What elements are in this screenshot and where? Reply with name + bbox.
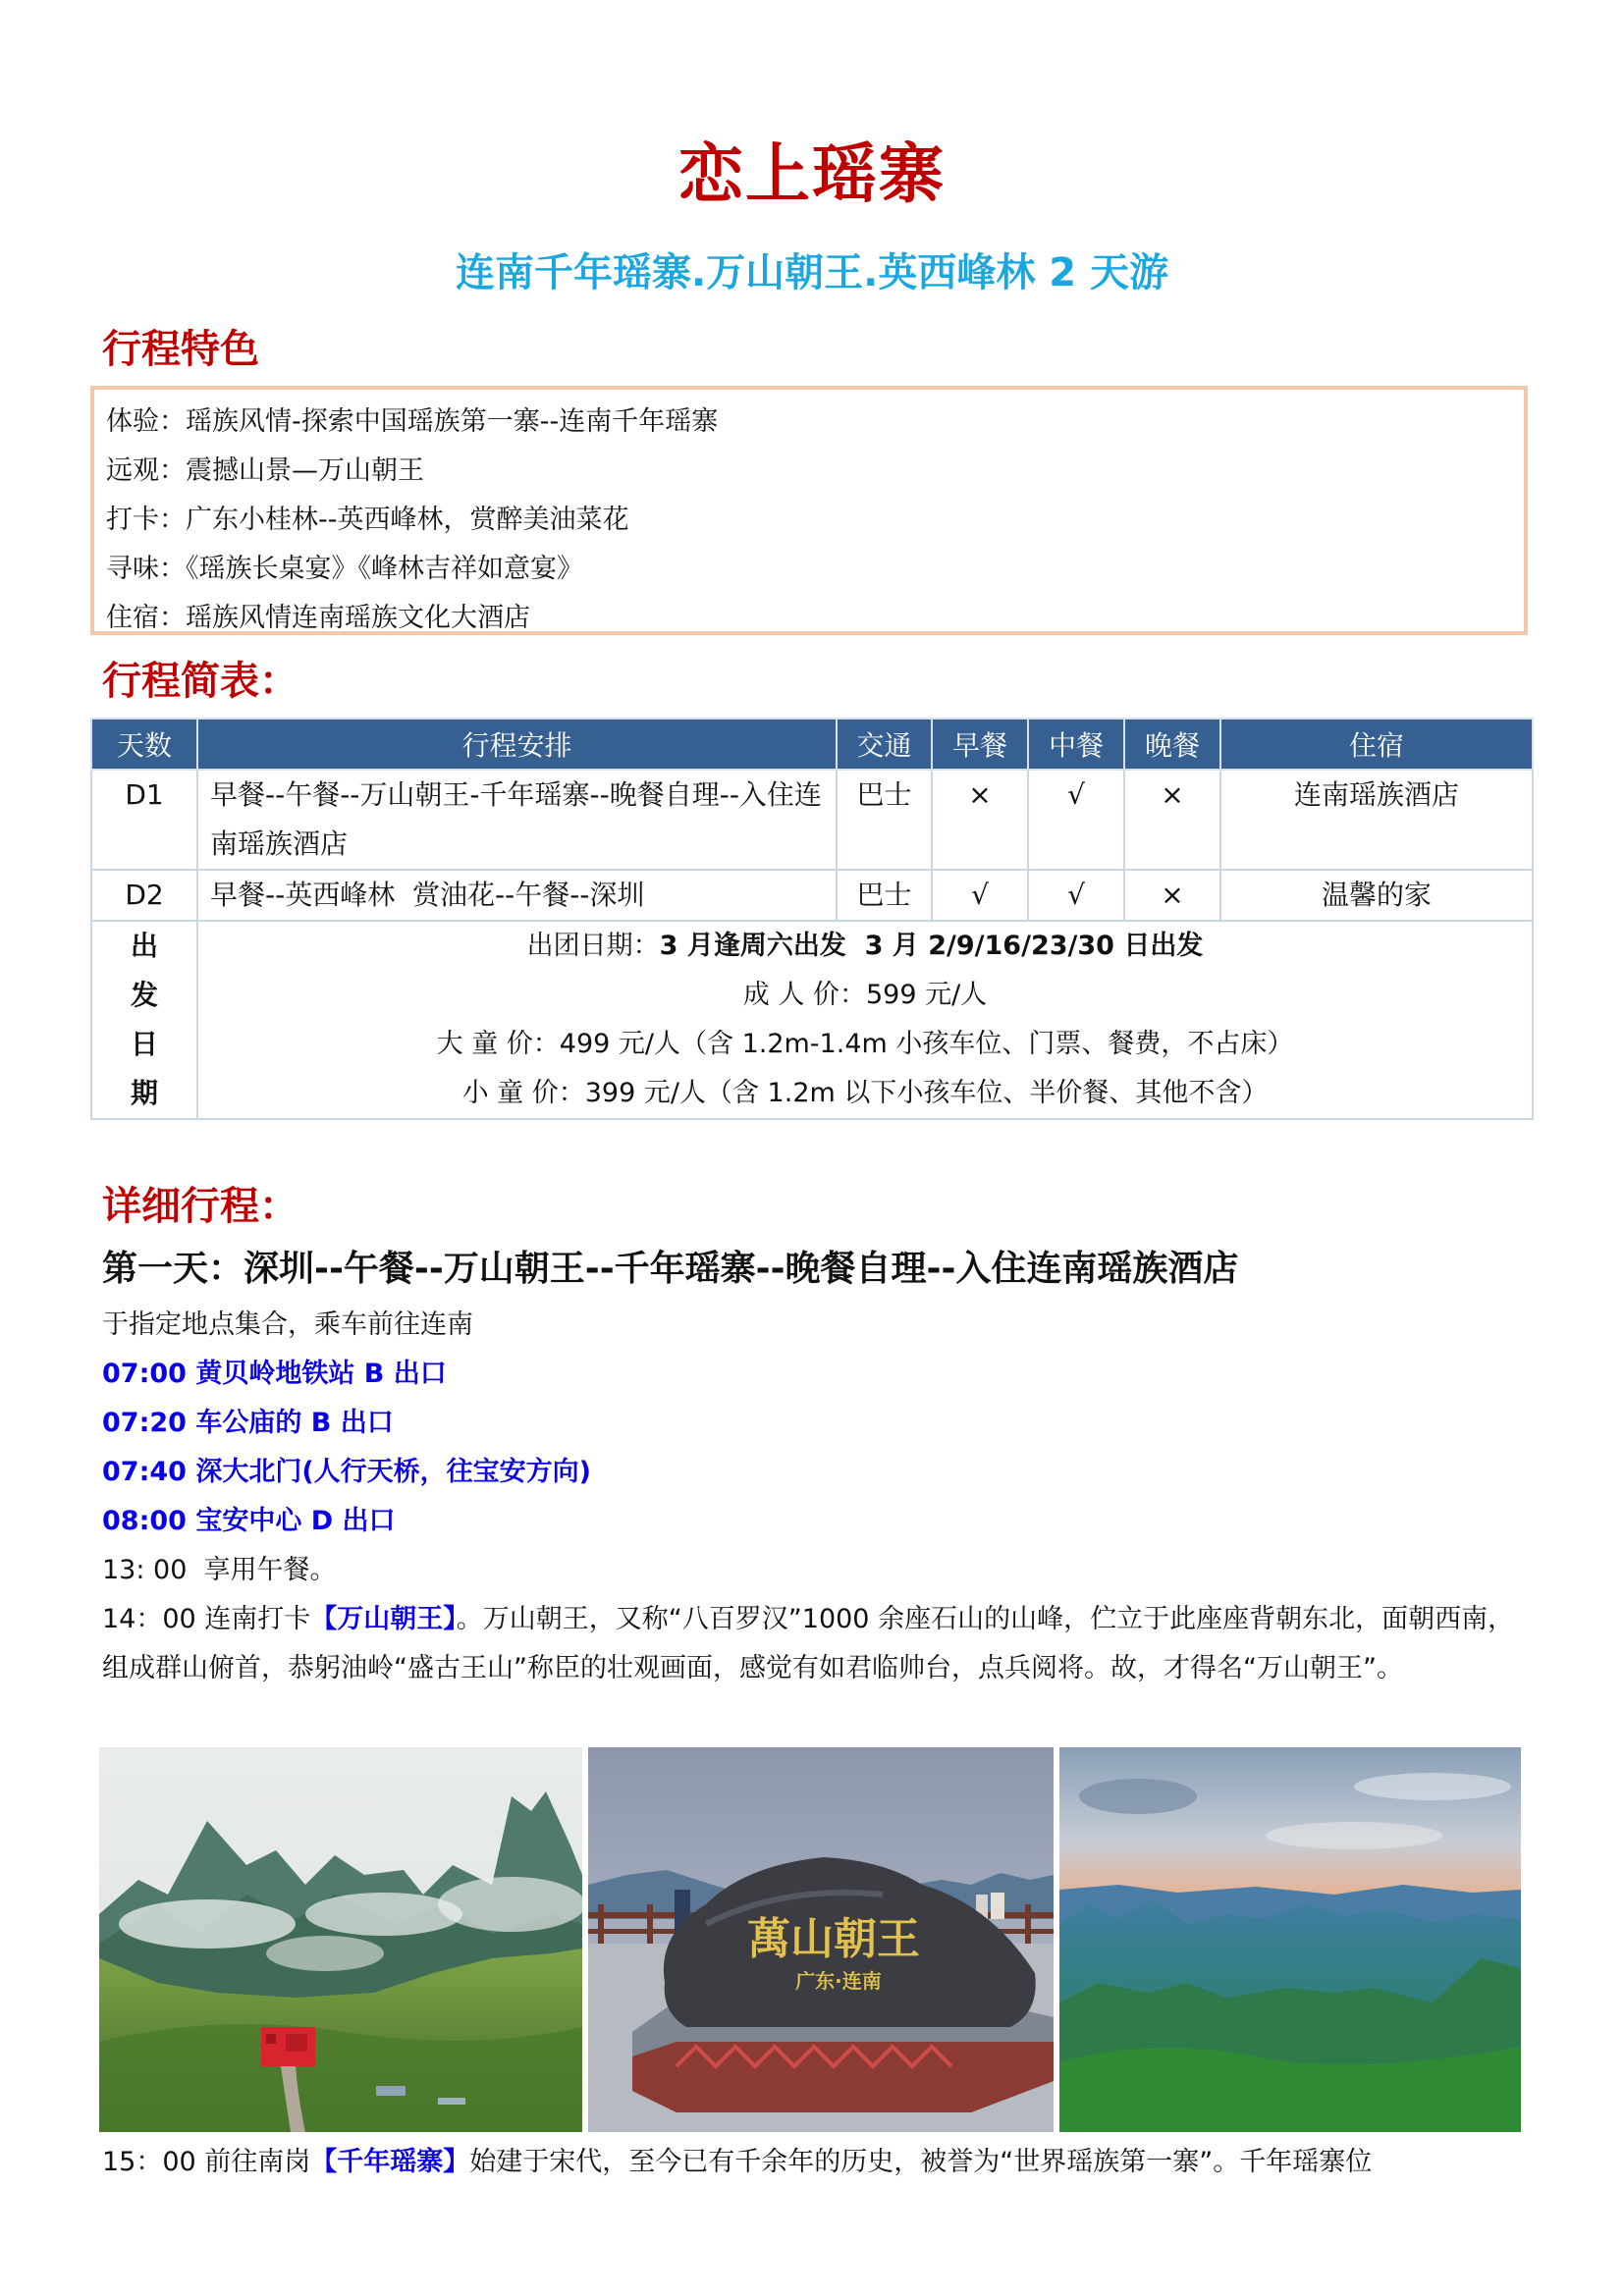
- day1-body: [102, 1301, 1526, 1693]
- cell-transport: 巴士: [837, 770, 932, 870]
- big-child-price: 大 童 价：499 元/人（含 1.2m-1.4m 小孩车位、门票、餐费，不占床）: [436, 1029, 1294, 1059]
- wanshan-text: 。万山朝王，又称“八百罗汉”1000 余座石山的山峰，伫立于此座座背朝东北，面朝西南，组成群山俯首，恭躬油岭“盛古王山”称臣的壮观画面，感觉有如君临帅台，点兵阅将。故，才得名“万山朝王”。: [102, 1604, 1515, 1683]
- day1-intro: 于指定地点集合，乘车前往连南: [102, 1309, 473, 1340]
- yaozhai-prefix: 15：00 前往南岗: [102, 2147, 311, 2177]
- details-heading: 详细行程：: [102, 1184, 298, 1229]
- wanshan-paragraph: [102, 1595, 1526, 1693]
- cell-breakfast: √: [932, 870, 1028, 921]
- departure-label: [91, 921, 197, 1119]
- adult-price: 成 人 价：599 元/人: [742, 980, 988, 1010]
- misty-karst-peaks-photo: [99, 1747, 582, 2132]
- pickup-point: 08:00 宝安中心 D 出口: [102, 1506, 396, 1536]
- lunch-line: 13: 00 享用午餐。: [102, 1555, 337, 1585]
- departure-row: [91, 921, 1533, 1119]
- column-header-lunch: 中餐: [1028, 719, 1124, 770]
- yaozhai-text: 始建于宋代，至今已有千余年的历史，被誉为“世界瑶族第一寨”。千年瑶寨位: [469, 2147, 1373, 2177]
- feature-item: 远观：震撼山景—万山朝王: [106, 455, 424, 486]
- page-subtitle: 连南千年瑶寨.万山朝王.英西峰林 2 天游: [455, 250, 1169, 295]
- cell-transport: 巴士: [837, 870, 932, 921]
- departure-label-char: 期: [130, 1077, 158, 1109]
- departure-label-char: 出: [130, 930, 158, 962]
- column-header-transport: 交通: [837, 719, 932, 770]
- features-box: [90, 386, 1528, 635]
- column-header-day: 天数: [91, 719, 197, 770]
- departure-label-char: 日: [130, 1028, 158, 1060]
- table-row: [91, 770, 1533, 870]
- pickup-point: 07:20 车公庙的 B 出口: [102, 1408, 394, 1438]
- stone-subtitle: 广东·连南: [795, 1969, 882, 1993]
- itinerary-table: [90, 718, 1534, 1120]
- wanshan-prefix: 14：00 连南打卡: [102, 1604, 311, 1634]
- page-title: 恋上瑶寨: [678, 136, 946, 212]
- cell-lunch: √: [1028, 870, 1124, 921]
- departure-date-label: 出团日期：: [526, 931, 660, 961]
- cell-dinner: ×: [1124, 770, 1220, 870]
- column-header-plan: 行程安排: [197, 719, 837, 770]
- table-header-row: [91, 719, 1533, 770]
- pickup-point: 07:00 黄贝岭地铁站 B 出口: [102, 1359, 447, 1389]
- column-header-hotel: 住宿: [1220, 719, 1533, 770]
- wanshan-highlight: 【万山朝王】: [310, 1604, 457, 1634]
- cell-plan: 早餐--英西峰林 赏油花--午餐--深圳: [197, 870, 837, 921]
- yaozhai-highlight: 【千年瑶寨】: [310, 2147, 470, 2177]
- cell-dinner: ×: [1124, 870, 1220, 921]
- cell-hotel: 连南瑶族酒店: [1220, 770, 1533, 870]
- yaozhai-paragraph: [102, 2138, 1526, 2187]
- cell-lunch: √: [1028, 770, 1124, 870]
- column-header-dinner: 晚餐: [1124, 719, 1220, 770]
- wanshan-chaowang-stone-photo: [588, 1747, 1054, 2132]
- cell-day: D2: [91, 870, 197, 921]
- day1-title: 第一天：深圳--午餐--万山朝王--千年瑶寨--晚餐自理--入住连南瑶族酒店: [102, 1249, 1239, 1289]
- column-header-breakfast: 早餐: [932, 719, 1028, 770]
- feature-item: 住宿：瑶族风情连南瑶族文化大酒店: [106, 603, 530, 633]
- features-heading: 行程特色: [102, 327, 259, 372]
- pickup-point: 07:40 深大北门(人行天桥，往宝安方向): [102, 1457, 592, 1487]
- departure-details: [197, 921, 1533, 1119]
- cell-plan: 早餐--午餐--万山朝王-千年瑶寨--晚餐自理--入住连南瑶族酒店: [197, 770, 837, 870]
- feature-item: 体验：瑶族风情-探索中国瑶族第一寨--连南千年瑶寨: [106, 406, 719, 437]
- stone-title: 萬山朝王: [747, 1914, 920, 1964]
- summary-heading: 行程简表：: [102, 659, 298, 704]
- departure-date-value: 3 月逢周六出发 3 月 2/9/16/23/30 日出发: [659, 931, 1204, 961]
- feature-item: 打卡：广东小桂林--英西峰林，赏醉美油菜花: [106, 505, 629, 535]
- cell-day: D1: [91, 770, 197, 870]
- departure-label-char: 发: [130, 979, 158, 1011]
- table-row: [91, 870, 1533, 921]
- cell-hotel: 温馨的家: [1220, 870, 1533, 921]
- departure-date-line: [210, 922, 1520, 971]
- feature-item: 寻味：《瑶族长桌宴》《峰林吉祥如意宴》: [106, 554, 583, 584]
- sunset-karst-landscape-photo: [1059, 1747, 1521, 2132]
- cell-breakfast: ×: [932, 770, 1028, 870]
- small-child-price: 小 童 价：399 元/人（含 1.2m 以下小孩车位、半价餐、其他不含）: [461, 1078, 1269, 1108]
